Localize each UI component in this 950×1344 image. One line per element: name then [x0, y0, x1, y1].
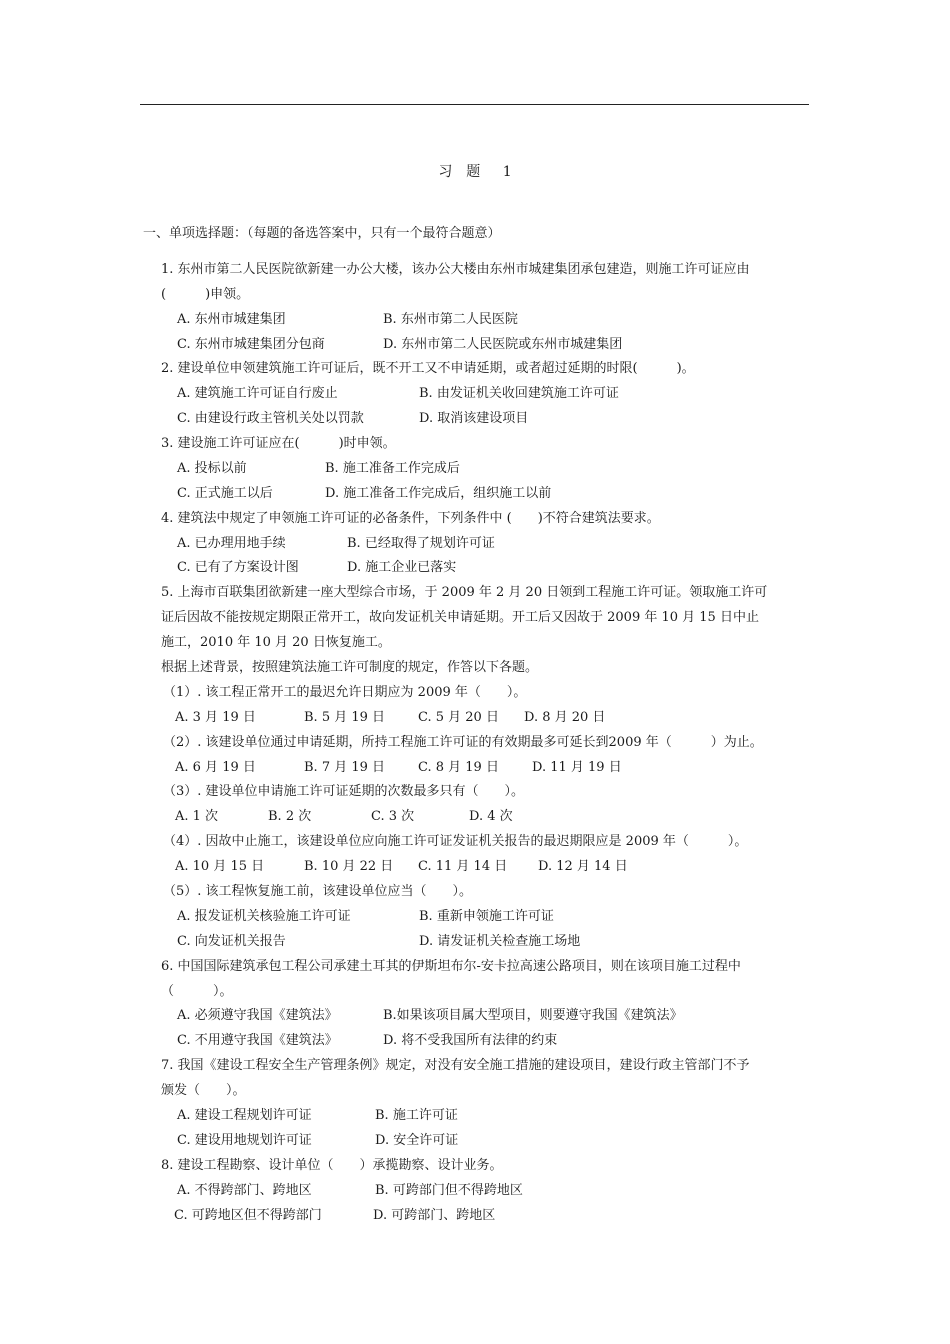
question-5-stem-cont-1: 证后因故不能按规定期限正常开工，故向发证机关申请延期。开工后又因故于 2009 年 10 月 15 日中止 — [161, 610, 759, 625]
question-2-option-c: C. 由建设行政主管机关处以罚款 — [177, 411, 364, 426]
subquestion-1-stem: （1）. 该工程正常开工的最迟允许日期应为 2009 年（ ）。 — [163, 685, 527, 700]
question-1-option-d: D. 东州市第二人民医院或东州市城建集团 — [383, 337, 623, 352]
subquestion-4-option-d: D. 12 月 14 日 — [538, 859, 628, 874]
question-8-option-b: B. 可跨部门但不得跨地区 — [375, 1183, 523, 1198]
question-1-option-b: B. 东州市第二人民医院 — [383, 312, 518, 327]
subquestion-3-option-a: A. 1 次 — [175, 809, 219, 824]
subquestion-2-option-c: C. 8 月 19 日 — [418, 760, 499, 775]
subquestion-5-option-a: A. 报发证机关核验施工许可证 — [177, 909, 351, 924]
question-8-option-a: A. 不得跨部门、跨地区 — [177, 1183, 312, 1198]
question-1-option-c: C. 东州市城建集团分包商 — [177, 337, 325, 352]
question-2-stem: 2. 建设单位申领建筑施工许可证后，既不开工又不申请延期，或者超过延期的时限( )。 — [161, 361, 695, 376]
question-7-option-d: D. 安全许可证 — [375, 1133, 459, 1148]
subquestion-1-option-c: C. 5 月 20 日 — [418, 710, 499, 725]
question-2-option-d: D. 取消该建设项目 — [419, 411, 529, 426]
header-rule — [140, 104, 809, 105]
subquestion-2-option-b: B. 7 月 19 日 — [304, 760, 386, 775]
subquestion-2-option-a: A. 6 月 19 日 — [175, 760, 256, 775]
question-4-option-b: B. 已经取得了规划许可证 — [347, 536, 495, 551]
subquestion-4-option-a: A. 10 月 15 日 — [175, 859, 265, 874]
section-heading: 一、单项选择题：（每题的备选答案中，只有一个最符合题意） — [143, 226, 501, 241]
question-7-option-b: B. 施工许可证 — [375, 1108, 458, 1123]
subquestion-1-option-b: B. 5 月 19 日 — [304, 710, 386, 725]
question-8-stem: 8. 建设工程勘察、设计单位（ ）承揽勘察、设计业务。 — [161, 1158, 503, 1173]
subquestion-2-stem: （2）. 该建设单位通过申请延期，所持工程施工许可证的有效期最多可延长到2009 年（ ）为止。 — [163, 735, 763, 750]
question-2-option-a: A. 建筑施工许可证自行废止 — [177, 386, 338, 401]
subquestion-2-option-d: D. 11 月 19 日 — [532, 760, 622, 775]
question-3-option-a: A. 投标以前 — [177, 461, 247, 476]
question-8-option-d: D. 可跨部门、跨地区 — [373, 1208, 496, 1223]
question-8-option-c: C. 可跨地区但不得跨部门 — [174, 1208, 322, 1223]
subquestion-5-option-c: C. 向发证机关报告 — [177, 934, 286, 949]
page-title: 习 题 1 — [438, 164, 512, 180]
question-7-stem-cont: 颁发（ ）。 — [161, 1083, 246, 1098]
subquestion-3-option-c: C. 3 次 — [371, 809, 415, 824]
question-6-option-c: C. 不用遵守我国《建筑法》 — [177, 1033, 338, 1048]
question-3-option-d: D. 施工准备工作完成后，组织施工以前 — [325, 486, 552, 501]
subquestion-4-option-b: B. 10 月 22 日 — [304, 859, 394, 874]
question-4-stem: 4. 建筑法中规定了申领施工许可证的必备条件，下列条件中 ( )不符合建筑法要求。 — [161, 511, 660, 526]
question-6-option-d: D. 将不受我国所有法律的约束 — [383, 1033, 558, 1048]
question-5-stem: 5. 上海市百联集团欲新建一座大型综合市场，于 2009 年 2 月 20 日领到工程施工许可证。领取施工许可 — [161, 585, 768, 600]
subquestion-5-stem: （5）. 该工程恢复施工前，该建设单位应当（ ）。 — [163, 884, 473, 899]
subquestion-5-option-b: B. 重新申领施工许可证 — [419, 909, 554, 924]
subquestion-4-stem: （4）. 因故中止施工，该建设单位应向施工许可证发证机关报告的最迟期限应是 2009 年（ ）。 — [163, 834, 748, 849]
question-6-option-a: A. 必须遵守我国《建筑法》 — [177, 1008, 338, 1023]
question-5-instructions: 根据上述背景，按照建筑法施工许可制度的规定，作答以下各题。 — [161, 660, 539, 675]
subquestion-1-option-a: A. 3 月 19 日 — [175, 710, 256, 725]
question-7-stem: 7. 我国《建设工程安全生产管理条例》规定，对没有安全施工措施的建设项目，建设行政主管部门不予 — [161, 1058, 750, 1073]
subquestion-4-option-c: C. 11 月 14 日 — [418, 859, 508, 874]
question-7-option-c: C. 建设用地规划许可证 — [177, 1133, 312, 1148]
question-1-stem-cont: ( )申领。 — [161, 287, 250, 302]
question-3-option-c: C. 正式施工以后 — [177, 486, 273, 501]
question-7-option-a: A. 建设工程规划许可证 — [177, 1108, 312, 1123]
question-1-stem: 1. 东州市第二人民医院欲新建一办公大楼，该办公大楼由东州市城建集团承包建造，则施工许可证应由 — [161, 262, 750, 277]
question-3-option-b: B. 施工准备工作完成后 — [325, 461, 460, 476]
subquestion-5-option-d: D. 请发证机关检查施工场地 — [419, 934, 581, 949]
question-3-stem: 3. 建设施工许可证应在( )时申领。 — [161, 436, 396, 451]
question-6-stem: 6. 中国国际建筑承包工程公司承建土耳其的伊斯坦布尔-安卡拉高速公路项目，则在该项目施工过程中 — [161, 959, 741, 974]
question-6-option-b: B.如果该项目属大型项目，则要遵守我国《建筑法》 — [383, 1008, 683, 1023]
question-1-option-a: A. 东州市城建集团 — [177, 312, 286, 327]
question-4-option-d: D. 施工企业已落实 — [347, 560, 457, 575]
subquestion-1-option-d: D. 8 月 20 日 — [524, 710, 606, 725]
subquestion-3-option-d: D. 4 次 — [469, 809, 513, 824]
question-4-option-a: A. 已办理用地手续 — [177, 536, 286, 551]
question-5-stem-cont-2: 施工，2010 年 10 月 20 日恢复施工。 — [161, 635, 391, 650]
subquestion-3-stem: （3）. 建设单位申请施工许可证延期的次数最多只有（ ）。 — [163, 784, 525, 799]
question-6-stem-cont: （ ）。 — [161, 984, 233, 999]
question-4-option-c: C. 已有了方案设计图 — [177, 560, 299, 575]
subquestion-3-option-b: B. 2 次 — [268, 809, 312, 824]
question-2-option-b: B. 由发证机关收回建筑施工许可证 — [419, 386, 619, 401]
